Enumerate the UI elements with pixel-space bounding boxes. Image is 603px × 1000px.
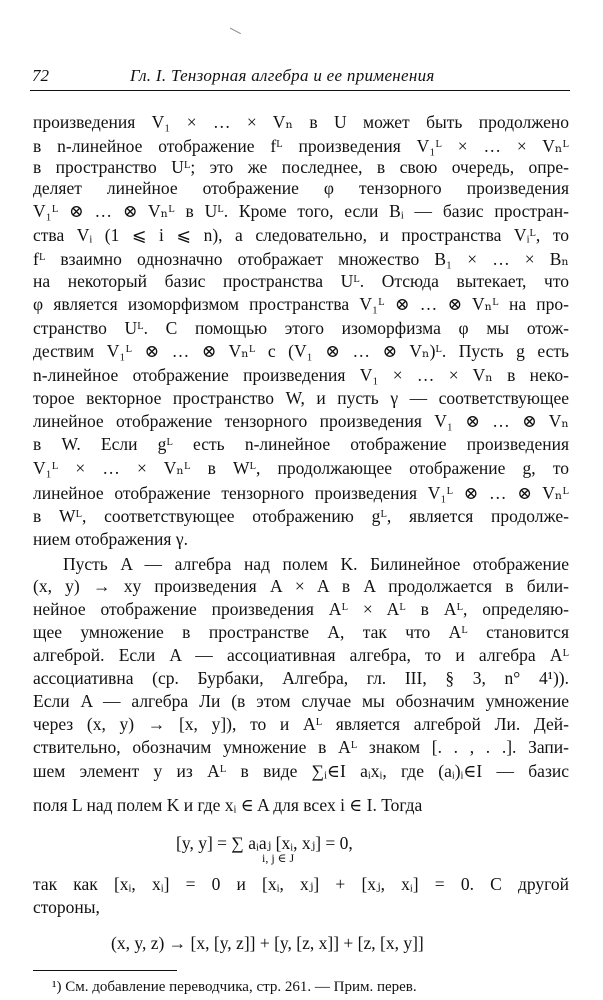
text-line: Пусть A — алгебра над полем K. Билинейное отображение	[63, 554, 569, 574]
text-line: в пространство Uᴸ; это же последнее, в свою очередь, опре-	[33, 157, 569, 177]
text-line: щее умножение в пространстве A, так что Aᴸ становится	[33, 622, 569, 642]
text-line: ства Vᵢ (1 ⩽ i ⩽ n), а следовательно, и пространства Vᵢᴸ, то	[33, 225, 569, 245]
text-line: деляет линейное отображение φ тензорного произведения	[33, 178, 569, 198]
text-line: φ является изоморфизмом пространства V₁ᴸ ⊗ … ⊗ Vₙᴸ на про-	[33, 294, 569, 314]
text-line: через (x, y) → [x, y]), то и Aᴸ является алгеброй Ли. Дей-	[33, 714, 569, 734]
text-line: торое векторное пространство W, и пусть γ — соответствующее	[33, 388, 569, 408]
text-line: стороны,	[33, 897, 100, 917]
text-line: поля L над полем K и где xᵢ ∈ A для всех i ∈ I. Тогда	[33, 795, 423, 815]
display-formula-2: (x, y, z) → [x, [y, z]] + [y, [z, x]] + [z, [x, y]]	[111, 933, 424, 953]
text-line: линейное отображение тензорного произведения V₁ ⊗ … ⊗ Vₙ	[33, 411, 569, 431]
formula-1-main: [y, y] = ∑ aᵢaⱼ [xᵢ, xⱼ] = 0,	[176, 833, 353, 853]
text-line: алгеброй. Если A — ассоциативная алгебра, то и алгебра Aᴸ	[33, 645, 569, 665]
scan-mark	[227, 28, 241, 40]
text-line: в W. Если gᴸ есть n-линейное отображение произведения	[33, 434, 569, 454]
text-line: произведения V₁ × … × Vₙ в U может быть продолжено	[33, 112, 569, 132]
text-line: линейное отображение тензорного произведения V₁ᴸ ⊗ … ⊗ Vₙᴸ	[33, 483, 569, 503]
text-line: в n-линейное отображение fᴸ произведения V₁ᴸ × … × Vₙᴸ	[33, 136, 569, 156]
formula-1-subscript: i, j ∈ J	[262, 851, 295, 865]
text-line: дествим V₁ᴸ ⊗ … ⊗ Vₙᴸ с (V₁ ⊗ … ⊗ Vₙ)ᴸ. Пусть g есть	[33, 341, 569, 361]
text-line: шем элемент y из Aᴸ в виде ∑ᵢ∈I aᵢxᵢ, где (aᵢ)ᵢ∈I — базис	[33, 761, 569, 781]
text-line: fᴸ взаимно однозначно отображает множество B₁ × … × Bₙ	[33, 249, 569, 269]
page-header	[30, 62, 570, 91]
text-line: (x, y) → xy произведения A × A в A продолжается в били-	[33, 576, 569, 596]
text-line: ассоциативна (ср. Бурбаки, Алгебра, гл. III, § 3, n° 4¹)).	[33, 668, 569, 688]
text-line: Если A — алгебра Ли (в этом случае мы обозначим умножение	[33, 691, 569, 711]
footnote: ¹) См. добавление переводчика, стр. 261. — Прим. перев.	[52, 979, 417, 995]
text-line: странство Uᴸ. С помощью этого изоморфизма φ мы отож-	[33, 318, 569, 338]
display-formula-1	[176, 832, 353, 865]
footnote-rule	[33, 970, 177, 971]
text-line: нием отображения γ.	[33, 529, 188, 549]
text-line: на некоторый базис пространства Uᴸ. Отсюда вытекает, что	[33, 271, 569, 291]
text-line: V₁ᴸ ⊗ … ⊗ Vₙᴸ в Uᴸ. Кроме того, если Bᵢ — базис простран-	[33, 201, 569, 221]
text-line: так как [xᵢ, xᵢ] = 0 и [xᵢ, xⱼ] + [xⱼ, xᵢ] = 0. С другой	[33, 874, 569, 894]
running-head: Гл. I. Тензорная алгебра и ее применения	[130, 66, 435, 85]
text-line: ствительно, обозначим умножение в Aᴸ знаком [. . , . .]. Запи-	[33, 737, 569, 757]
text-line: в Wᴸ, соответствующее отображению gᴸ, является продолже-	[33, 506, 569, 526]
text-line: V₁ᴸ × … × Vₙᴸ в Wᴸ, продолжающее отображение g, то	[33, 458, 569, 478]
page-number: 72	[32, 66, 49, 85]
text-line: нейное отображение произведения Aᴸ × Aᴸ в Aᴸ, определяю-	[33, 599, 569, 619]
text-line: n-линейное отображение произведения V₁ × … × Vₙ в неко-	[33, 365, 569, 385]
